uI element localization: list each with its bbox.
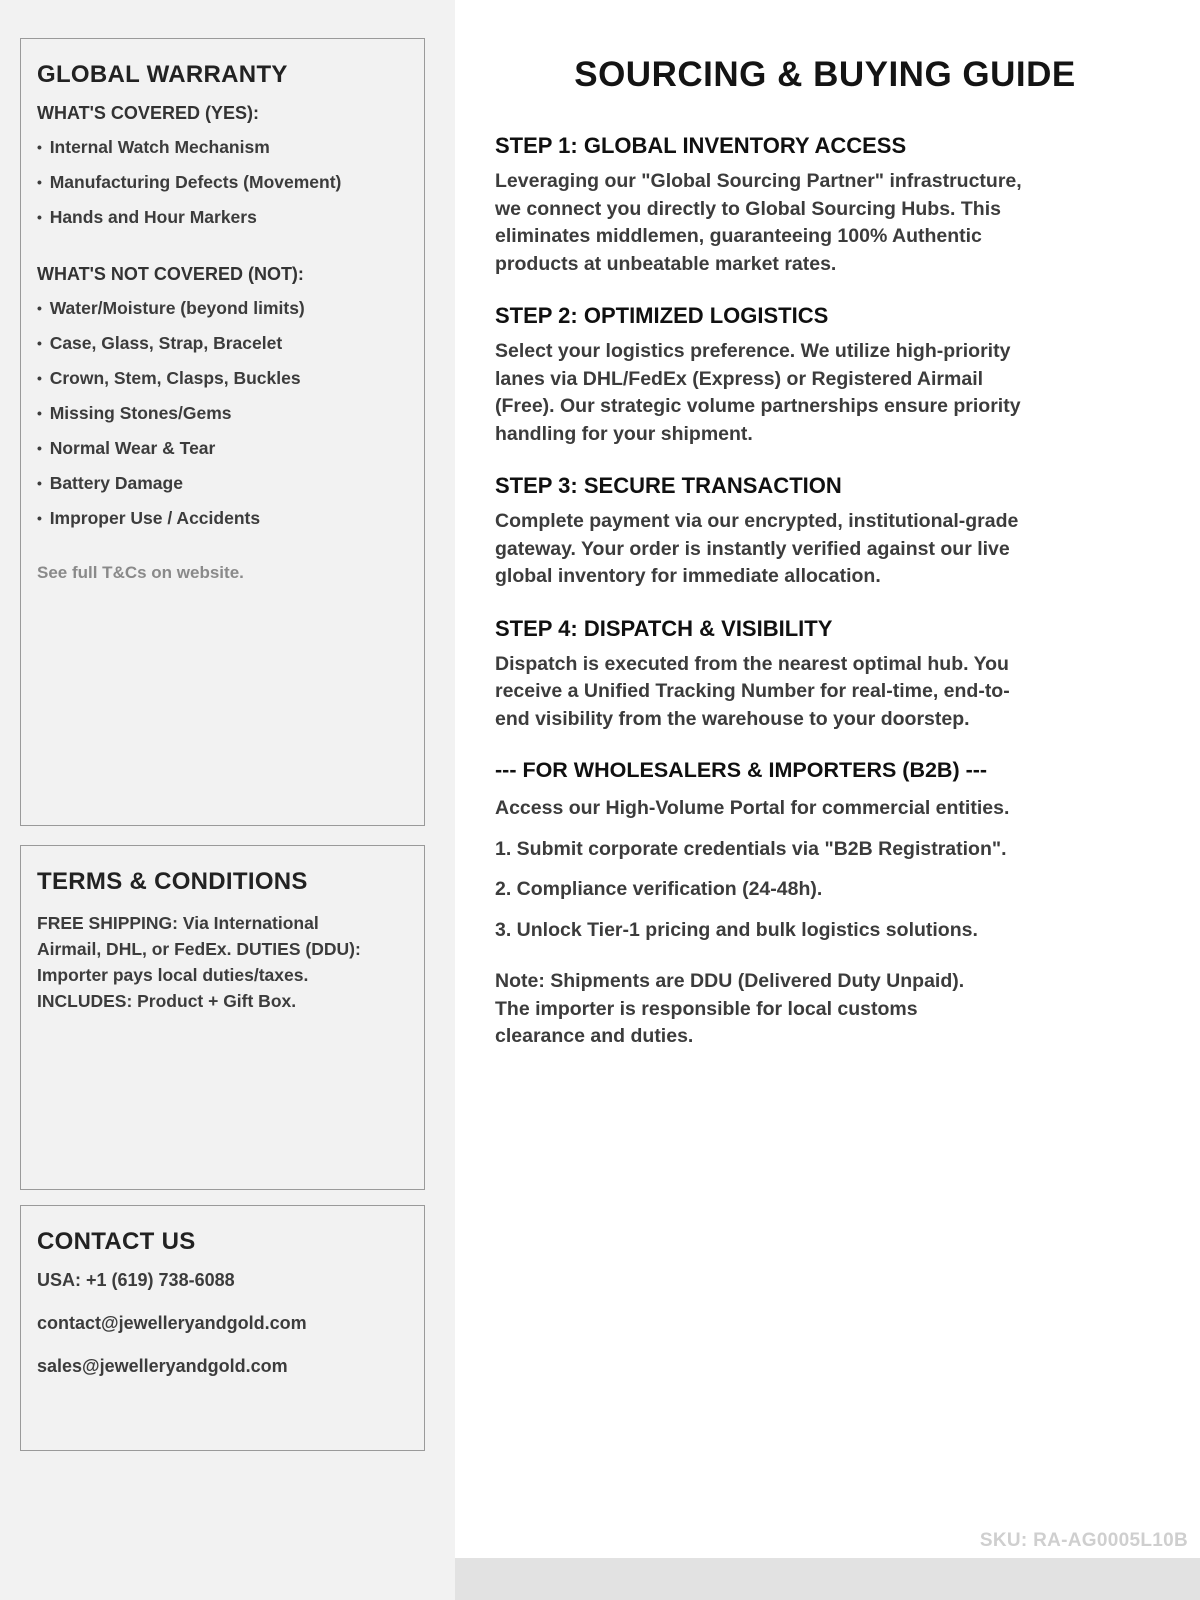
- step-4-body: Dispatch is executed from the nearest optimal hub. You receive a Unified Tracking Number for real-time, end-to-end visibility from the warehouse to your doorstep.: [495, 652, 1010, 730]
- step-3-heading: STEP 3: SECURE TRANSACTION: [495, 473, 842, 498]
- global-warranty-panel: [20, 38, 425, 826]
- step-4-section: [495, 616, 1155, 734]
- b2b-intro: Access our High-Volume Portal for commercial entities.: [495, 797, 1010, 819]
- not-covered-item: • Missing Stones/Gems: [37, 404, 408, 424]
- footer-strip: [455, 1558, 1200, 1600]
- warranty-title: GLOBAL WARRANTY: [37, 61, 288, 88]
- b2b-section: [495, 758, 1155, 1051]
- step-2-heading: STEP 2: OPTIMIZED LOGISTICS: [495, 303, 829, 328]
- covered-item: • Hands and Hour Markers: [37, 208, 408, 228]
- covered-heading: WHAT'S COVERED (YES):: [37, 103, 259, 123]
- not-covered-item: • Improper Use / Accidents: [37, 509, 408, 529]
- not-covered-heading: WHAT'S NOT COVERED (NOT):: [37, 264, 304, 284]
- covered-item: • Manufacturing Defects (Movement): [37, 173, 408, 193]
- terms-panel: [20, 845, 425, 1190]
- step-1-section: [495, 133, 1155, 278]
- terms-body: FREE SHIPPING: Via International Airmail, DHL, or FedEx. DUTIES (DDU): Importer pays local duties/taxes. INCLUDES: Product + Gift Box.: [37, 913, 361, 1011]
- info-sidebar: [0, 0, 455, 1600]
- step-1-body: Leveraging our "Global Sourcing Partner" infrastructure, we connect you directly to Global Sourcing Hubs. This eliminates middlemen, guaranteeing 100% Authentic products at unbeatable market rates.: [495, 170, 1022, 275]
- b2b-heading: --- FOR WHOLESALERS & IMPORTERS (B2B) ---: [495, 758, 988, 782]
- b2b-item: 3. Unlock Tier-1 pricing and bulk logistics solutions.: [495, 918, 978, 941]
- not-covered-item: • Case, Glass, Strap, Bracelet: [37, 334, 408, 354]
- not-covered-item: • Water/Moisture (beyond limits): [37, 299, 408, 319]
- page-title: SOURCING & BUYING GUIDE: [574, 55, 1076, 94]
- not-covered-item: • Normal Wear & Tear: [37, 439, 408, 459]
- step-2-body: Select your logistics preference. We utilize high-priority lanes via DHL/FedEx (Express) or Registered Airmail (Free). Our strategic volume partnerships ensure priority handling for your shipment.: [495, 340, 1021, 445]
- sourcing-guide: [495, 55, 1155, 1076]
- contact-panel: [20, 1205, 425, 1451]
- contact-email-primary: contact@jewelleryandgold.com: [37, 1313, 307, 1333]
- step-4-heading: STEP 4: DISPATCH & VISIBILITY: [495, 615, 833, 641]
- covered-item: • Internal Watch Mechanism: [37, 138, 408, 158]
- not-covered-item: • Crown, Stem, Clasps, Buckles: [37, 369, 408, 389]
- step-1-heading: STEP 1: GLOBAL INVENTORY ACCESS: [495, 133, 907, 158]
- step-3-body: Complete payment via our encrypted, institutional-grade gateway. Your order is instantly verified against our live global inventory for immediate allocation.: [495, 510, 1019, 587]
- contact-phone: USA: +1 (619) 738-6088: [37, 1270, 235, 1290]
- not-covered-list: [37, 299, 408, 529]
- contact-title: CONTACT US: [37, 1228, 196, 1255]
- covered-list: [37, 138, 408, 228]
- b2b-item: 2. Compliance verification (24-48h).: [495, 878, 823, 900]
- b2b-item: 1. Submit corporate credentials via "B2B Registration".: [495, 837, 1007, 860]
- sku-label: SKU: RA-AG0005L10B: [979, 1530, 1188, 1551]
- terms-title: TERMS & CONDITIONS: [37, 868, 308, 895]
- warranty-footnote: See full T&Cs on website.: [37, 563, 244, 582]
- b2b-note: Note: Shipments are DDU (Delivered Duty Unpaid). The importer is responsible for local customs clearance and duties.: [495, 970, 965, 1047]
- contact-email-sales: sales@jewelleryandgold.com: [37, 1356, 288, 1376]
- not-covered-item: • Battery Damage: [37, 474, 408, 494]
- step-3-section: [495, 473, 1155, 591]
- step-2-section: [495, 303, 1155, 448]
